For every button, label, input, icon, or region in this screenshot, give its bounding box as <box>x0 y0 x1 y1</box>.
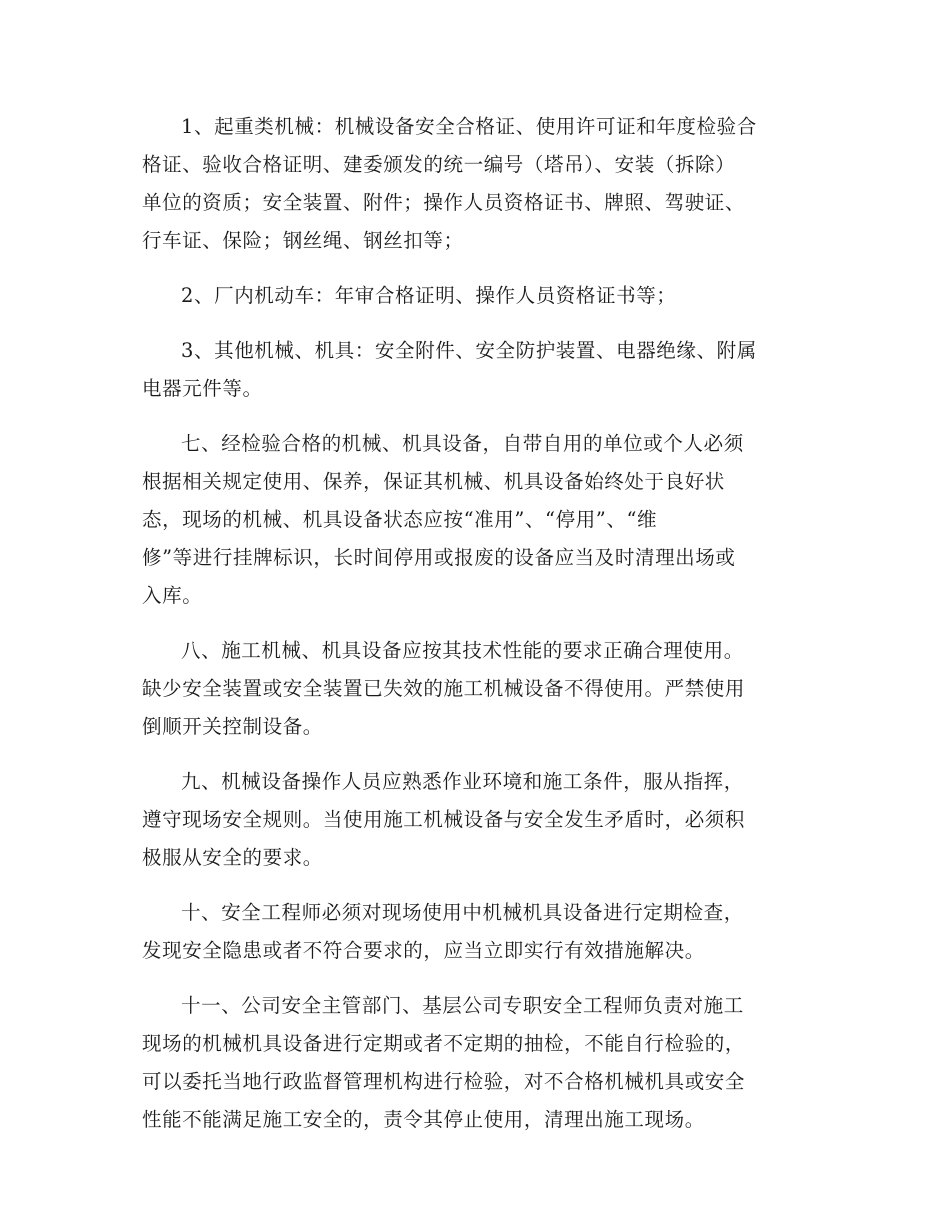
paragraph-3 <box>142 332 808 408</box>
text-line: 电器元件等。 <box>142 377 263 400</box>
text-line: 1、起重类机械：机械设备安全合格证、使用许可证和年度检验合 <box>181 115 757 138</box>
text-line: 十一、公司安全主管部门、基层公司专职安全工程师负责对施工 <box>181 994 744 1017</box>
text-line: 发现安全隐患或者不符合要求的，应当立即实行有效措施解决。 <box>142 939 705 962</box>
text-line: 根据相关规定使用、保养，保证其机械、机具设备始终处于良好状 <box>142 470 725 493</box>
text-line: 态，现场的机械、机具设备状态应按“准用”、“停用”、“维 <box>142 508 658 531</box>
paragraph-2 <box>142 277 808 315</box>
text-line: 七、经检验合格的机械、机具设备，自带自用的单位或个人必须 <box>181 432 744 455</box>
text-line: 极服从安全的要求。 <box>142 846 323 869</box>
text-line: 缺少安全装置或安全装置已失效的施工机械设备不得使用。严禁使用 <box>142 677 746 700</box>
text-line: 格证、验收合格证明、建委颁发的统一编号（塔吊）、安装（拆除） <box>142 153 736 176</box>
text-line: 性能不能满足施工安全的，责令其停止使用，清理出施工现场。 <box>142 1108 705 1131</box>
text-line: 倒顺开关控制设备。 <box>142 715 323 738</box>
text-line: 可以委托当地行政监督管理机构进行检验，对不合格机械机具或安全 <box>142 1070 746 1093</box>
text-line: 2、厂内机动车：年审合格证明、操作人员资格证书等； <box>181 284 677 307</box>
text-line: 入库。 <box>142 584 203 607</box>
text-line: 修”等进行挂牌标识，长时间停用或报废的设备应当及时清理出场或 <box>142 546 736 569</box>
text-line: 现场的机械机具设备进行定期或者不定期的抽检，不能自行检验的， <box>142 1032 746 1055</box>
document-page <box>142 108 808 1156</box>
text-line: 九、机械设备操作人员应熟悉作业环境和施工条件，服从指挥， <box>181 770 744 793</box>
text-line: 十、安全工程师必须对现场使用中机械机具设备进行定期检查， <box>181 901 744 924</box>
text-line: 单位的资质；安全装置、附件；操作人员资格证书、牌照、驾驶证、 <box>142 191 746 214</box>
paragraph-10 <box>142 894 808 970</box>
paragraph-8 <box>142 632 808 746</box>
text-line: 行车证、保险；钢丝绳、钢丝扣等； <box>142 229 464 252</box>
paragraph-7 <box>142 425 808 615</box>
paragraph-11 <box>142 987 808 1139</box>
text-line: 八、施工机械、机具设备应按其技术性能的要求正确合理使用。 <box>181 639 744 662</box>
text-line: 遵守现场安全规则。当使用施工机械设备与安全发生矛盾时，必须积 <box>142 808 746 831</box>
paragraph-9 <box>142 763 808 877</box>
paragraph-1 <box>142 108 808 260</box>
text-line: 3、其他机械、机具：安全附件、安全防护装置、电器绝缘、附属 <box>181 339 757 362</box>
